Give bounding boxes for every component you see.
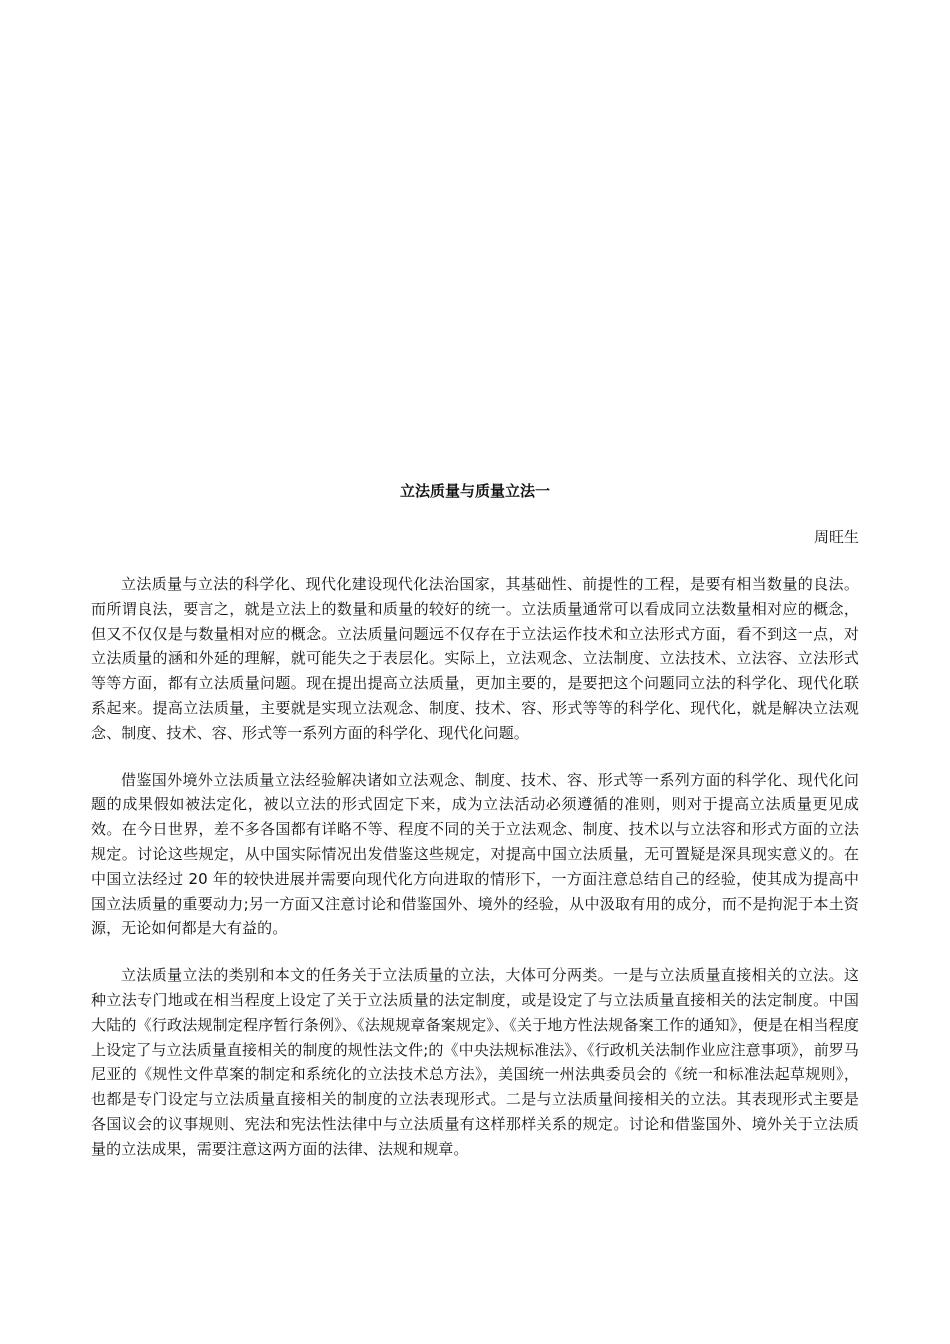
body-paragraph-2: 借鉴国外境外立法质量立法经验解决诸如立法观念、制度、技术、容、形式等一系列方面的科学化、现代化问题的成果假如被法定化，被以立法的形式固定下来，成为立法活动必须遵循的准则，则对于提高立法质量更见成效。在今日世界，差不多各国都有详略不等、程度不同的关于立法观念、制度、技术以与立法容和形式方面的立法规定。讨论这些规定，从中国实际情况出发借鉴这些规定，对提高中国立法质量，无可置疑是深具现实意义的。在中国立法经过 20 年的较快进展并需要向现代化方向进取的情形下，一方面注意总结自己的经验，使其成为提高中国立法质量的重要动力;另一方面又注意讨论和借鉴国外、境外的经验，从中汲取有用的成分，而不是拘泥于本土资源，无论如何都是大有益的。 bbox=[91, 770, 859, 938]
document-body bbox=[91, 572, 859, 1184]
body-paragraph-1: 立法质量与立法的科学化、现代化建设现代化法治国家，其基础性、前提性的工程，是要有相当数量的良法。而所谓良法，要言之，就是立法上的数量和质量的较好的统一。立法质量通常可以看成同立法数量相对应的概念，但又不仅仅是与数量相对应的概念。立法质量问题远不仅存在于立法运作技术和立法形式方面，看不到这一点，对立法质量的涵和外延的理解，就可能失之于表层化。实际上，立法观念、立法制度、立法技术、立法容、立法形式等等方面，都有立法质量问题。现在提出提高立法质量，更加主要的，是要把这个问题同立法的科学化、现代化联系起来。提高立法质量，主要就是实现立法观念、制度、技术、容、形式等等的科学化、现代化，就是解决立法观念、制度、技术、容、形式等一系列方面的科学化、现代化问题。 bbox=[91, 575, 859, 742]
document-author: 周旺生 bbox=[813, 528, 859, 546]
body-paragraph-3: 立法质量立法的类别和本文的任务关于立法质量的立法，大体可分两类。一是与立法质量直接相关的立法。这种立法专门地或在相当程度上设定了关于立法质量的法定制度，或是设定了与立法质量直接相关的法定制度。中国大陆的《行政法规制定程序暂行条例》、《法规规章备案规定》、《关于地方性法规备案工作的通知》，便是在相当程度上设定了与立法质量直接相关的制度的规性法文件;的《中央法规标准法》、《行政机关法制作业应注意事项》，前罗马尼亚的《规性文件草案的制定和系统化的立法技术总方法》，美国统一州法典委员会的《统一和标准法起草规则》，也都是专门设定与立法质量直接相关的制度的立法表现形式。二是与立法质量间接相关的立法。其表现形式主要是各国议会的议事规则、宪法和宪法性法律中与立法质量有这样那样关系的规定。讨论和借鉴国外、境外关于立法质量的立法成果，需要注意这两方面的法律、法规和规章。 bbox=[91, 966, 859, 1158]
document-title: 立法质量与质量立法一 bbox=[399, 482, 550, 500]
